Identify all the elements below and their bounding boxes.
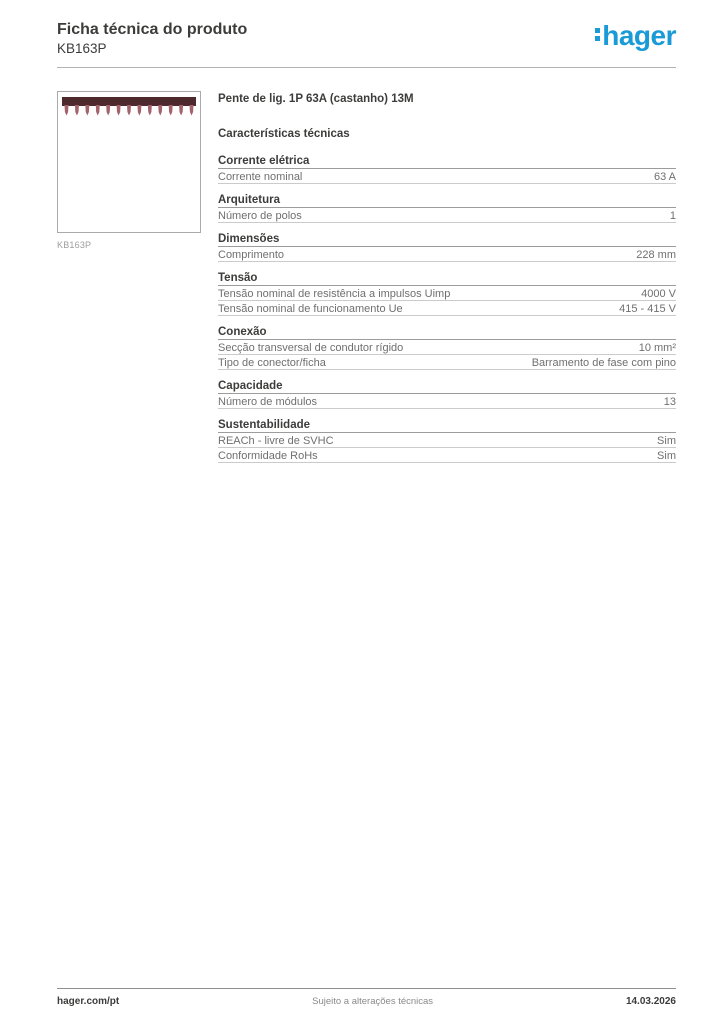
spec-label: Número de polos: [218, 209, 302, 222]
spec-row: [218, 247, 676, 262]
spec-row: [218, 355, 676, 370]
spec-value: 13: [663, 395, 676, 408]
spec-label: Comprimento: [218, 248, 285, 261]
logo-text: hager: [602, 20, 676, 51]
logo-colon-icon: [595, 28, 600, 42]
footer: [57, 996, 676, 1007]
product-image: [57, 91, 201, 233]
spec-row: [218, 208, 676, 223]
spec-row: [218, 286, 676, 301]
footer-date: 14.03.2026: [625, 996, 676, 1007]
spec-row: [218, 394, 676, 409]
hager-logo: [595, 22, 676, 50]
spec-value: 228 mm: [636, 248, 676, 261]
section-title: Tensão: [218, 272, 676, 286]
spec-label: Tensão nominal de funcionamento Ue: [218, 302, 403, 315]
spec-label: Corrente nominal: [218, 170, 303, 183]
section-title: Conexão: [218, 326, 676, 340]
section-title: Dimensões: [218, 233, 676, 247]
section-title: Capacidade: [218, 380, 676, 394]
spec-label: Tensão nominal de resistência a impulsos Uimp: [218, 287, 451, 300]
footer-divider: [57, 988, 676, 989]
spec-section: [218, 272, 676, 316]
product-reference: KB163P: [57, 41, 107, 56]
spec-section: [218, 380, 676, 409]
spec-label: Conformidade RoHs: [218, 449, 318, 462]
section-title: Sustentabilidade: [218, 419, 676, 433]
characteristics-column: [218, 93, 676, 473]
spec-section: [218, 326, 676, 370]
spec-value: 63 A: [653, 170, 676, 183]
section-title: Arquitetura: [218, 194, 676, 208]
header: [57, 20, 676, 57]
spec-label: REACh - livre de SVHC: [218, 434, 334, 447]
spec-value: 415 - 415 V: [619, 302, 676, 315]
spec-value: 1: [669, 209, 676, 222]
characteristics-heading: Características técnicas: [218, 128, 350, 140]
spec-section: [218, 233, 676, 262]
section-title: Corrente elétrica: [218, 155, 676, 169]
spec-value: 4000 V: [641, 287, 676, 300]
spec-row: [218, 448, 676, 463]
spec-value: 10 mm²: [638, 341, 676, 354]
footer-note: Sujeito a alterações técnicas: [312, 996, 434, 1007]
spec-section: [218, 194, 676, 223]
spec-label: Número de módulos: [218, 395, 318, 408]
spec-section: [218, 155, 676, 184]
busbar-illustration: [58, 92, 200, 232]
product-name: Pente de lig. 1P 63A (castanho) 13M: [218, 93, 414, 105]
page-title: Ficha técnica do produto: [57, 21, 248, 38]
spec-value: Sim: [657, 434, 676, 447]
spec-label: Tipo de conector/ficha: [218, 356, 326, 369]
spec-row: [218, 169, 676, 184]
spec-label: Secção transversal de condutor rígido: [218, 341, 404, 354]
spec-row: [218, 340, 676, 355]
header-divider: [57, 67, 676, 68]
spec-value: Sim: [657, 449, 676, 462]
spec-row: [218, 301, 676, 316]
product-image-caption: KB163P: [57, 240, 92, 250]
spec-row: [218, 433, 676, 448]
spec-value: Barramento de fase com pino: [531, 356, 676, 369]
characteristics-sections: [218, 155, 676, 463]
spec-section: [218, 419, 676, 463]
footer-website-link[interactable]: hager.com/pt: [57, 996, 120, 1007]
